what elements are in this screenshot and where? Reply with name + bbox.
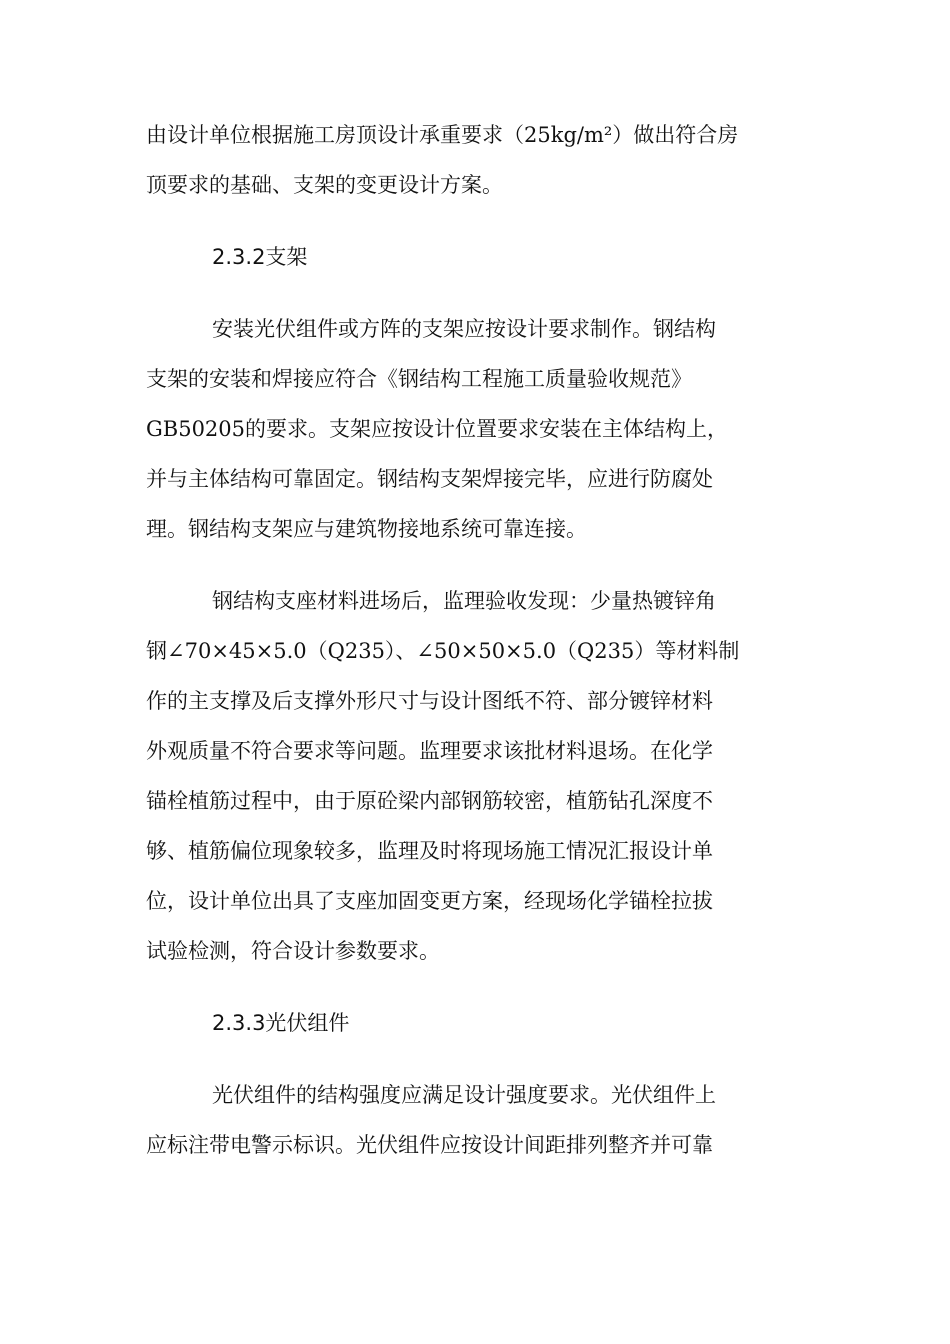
text-line: 由设计单位根据施工房顶设计承重要求（25kg/m²）做出符合房 (146, 123, 739, 147)
text-line: 钢结构支座材料进场后，监理验收发现：少量热镀锌角 (212, 589, 716, 613)
text-line: 钢∠70×45×5.0（Q235）、∠50×50×5.0（Q235）等材料制 (146, 639, 740, 663)
text-line: GB50205的要求。支架应按设计位置要求安装在主体结构上， (146, 417, 729, 441)
text-line: 应标注带电警示标识。光伏组件应按设计间距排列整齐并可靠 (146, 1133, 713, 1157)
text-line: 够、植筋偏位现象较多，监理及时将现场施工情况汇报设计单 (146, 839, 713, 863)
text-line: 支架的安装和焊接应符合《钢结构工程施工质量验收规范》 (146, 367, 692, 391)
text-line: 锚栓植筋过程中，由于原砼梁内部钢筋较密，植筋钻孔深度不 (146, 789, 713, 813)
text-line: 并与主体结构可靠固定。钢结构支架焊接完毕，应进行防腐处 (146, 467, 713, 491)
text-line: 安装光伏组件或方阵的支架应按设计要求制作。钢结构 (212, 317, 716, 341)
text-line: 试验检测，符合设计参数要求。 (146, 939, 440, 963)
text-line: 位，设计单位出具了支座加固变更方案，经现场化学锚栓拉拔 (146, 889, 713, 913)
text-line: 作的主支撑及后支撑外形尺寸与设计图纸不符、部分镀锌材料 (146, 689, 713, 713)
text-line: 光伏组件的结构强度应满足设计强度要求。光伏组件上 (212, 1083, 716, 1107)
text-line: 顶要求的基础、支架的变更设计方案。 (146, 173, 503, 197)
text-line: 外观质量不符合要求等问题。监理要求该批材料退场。在化学 (146, 739, 713, 763)
section-heading-2-3-3: 2.3.3光伏组件 (212, 1011, 350, 1035)
text-line: 理。钢结构支架应与建筑物接地系统可靠连接。 (146, 517, 587, 541)
section-heading-2-3-2: 2.3.2支架 (212, 245, 308, 269)
